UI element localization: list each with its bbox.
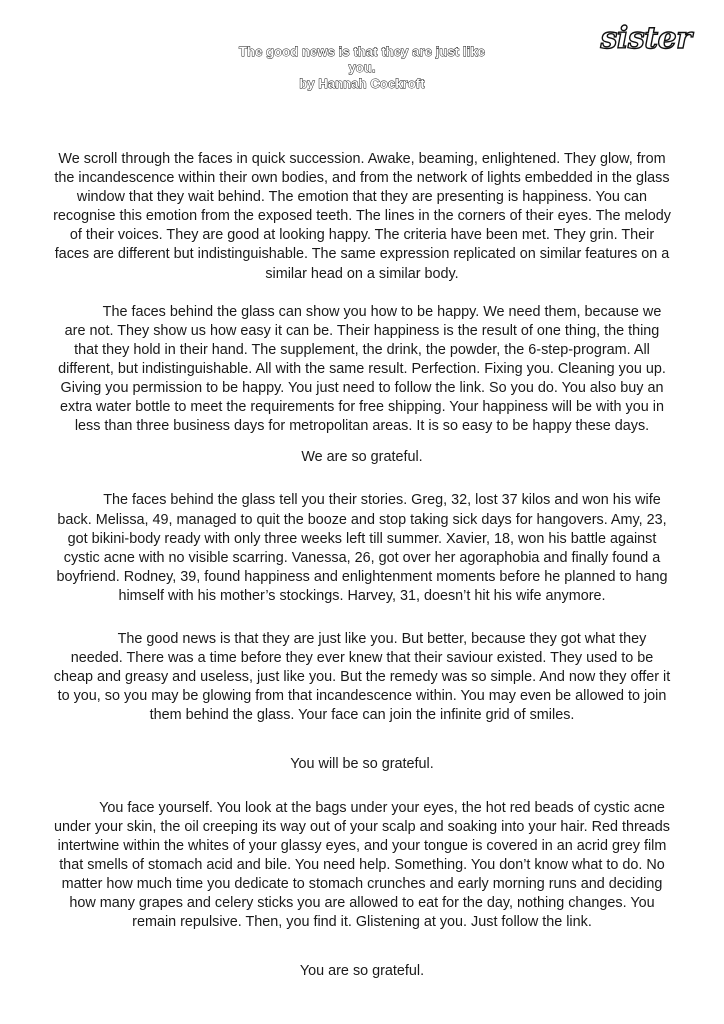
- article-title-line-2: you.: [348, 60, 376, 75]
- paragraph-2: The faces behind the glass can show you how to be happy. We need them, because we are not. They show us how easy it can be. Their happiness is the result of one thing, the thing that they hold in their hand. The supplement, the drink, the powder, the 6-step-program. All different, but indistinguishable. All with the same result. Perfection. Fixing you. Cleaning you up. Giving you permission to be happy. You just need to follow the link. So you do. You also buy an extra water bottle to meet the requirements for free shipping. Your happiness will be with you in less than three business days for metropolitan areas. It is so easy to be happy these days.: [58, 303, 666, 435]
- paragraph-1: We scroll through the faces in quick succession. Awake, beaming, enlightened. They glow, from the incandescence within their own bodies, and from the network of lights embedded in the glass window that they wait behind. The emotion that they are presenting is happiness. You can recognise this emotion from the exposed teeth. The lines in the corners of their eyes. The melody of their voices. They are good at looking happy. The criteria have been met. They grin. Their faces are different but indistinguishable. The same expression replicated on similar features on a similar head on a similar body.: [53, 151, 671, 282]
- refrain-1: We are so grateful.: [301, 449, 423, 466]
- article-byline: by Hannah Cockroft: [299, 76, 425, 91]
- sister-logo-text: sister: [600, 21, 692, 56]
- article-title-line-1: The good news is that they are just like: [239, 44, 485, 59]
- paragraph-4: The good news is that they are just like you. But better, because they got what they needed. There was a time before they ever knew that their saviour existed. They used to be cheap and greasy and useless, just like you. But the remedy was so simple. And now they offer it to you, so you may be glowing from that incandescence within. You may even be allowed to join them behind the glass. Your face can join the infinite grid of smiles.: [53, 630, 671, 724]
- refrain-3: You are so grateful.: [299, 963, 425, 980]
- paragraph-5: You face yourself. You look at the bags under your eyes, the hot red beads of cystic acne under your skin, the oil creeping its way out of your scalp and soaking into your hair. Red threads intertwine within the whites of your glassy eyes, and your tongue is covered in an acrid grey film that smells of stomach acid and bile. You need help. Something. You don’t know what to do. No matter how much time you dedicate to stomach crunches and early morning runs and deciding how many grapes and celery sticks you are allowed to eat for the day, nothing changes. You remain repulsive. Then, you find it. Glistening at you. Just follow the link.: [54, 799, 670, 931]
- article-title-block: [0, 44, 724, 92]
- paragraph-3: The faces behind the glass tell you their stories. Greg, 32, lost 37 kilos and won his wife back. Melissa, 49, managed to quit the booze and stop taking sick days for hangovers. Amy, 23, got bikini-body ready with only three weeks left till summer. Xavier, 18, won his battle against cystic acne with no visible scarring. Vanessa, 26, got over her agoraphobia and finally found a boyfriend. Rodney, 39, found happiness and enlightenment moments before he planned to hang himself with his mother’s stockings. Harvey, 31, doesn’t hit his wife anymore.: [56, 492, 668, 604]
- article-body: [52, 150, 672, 981]
- refrain-2: You will be so grateful.: [290, 756, 434, 773]
